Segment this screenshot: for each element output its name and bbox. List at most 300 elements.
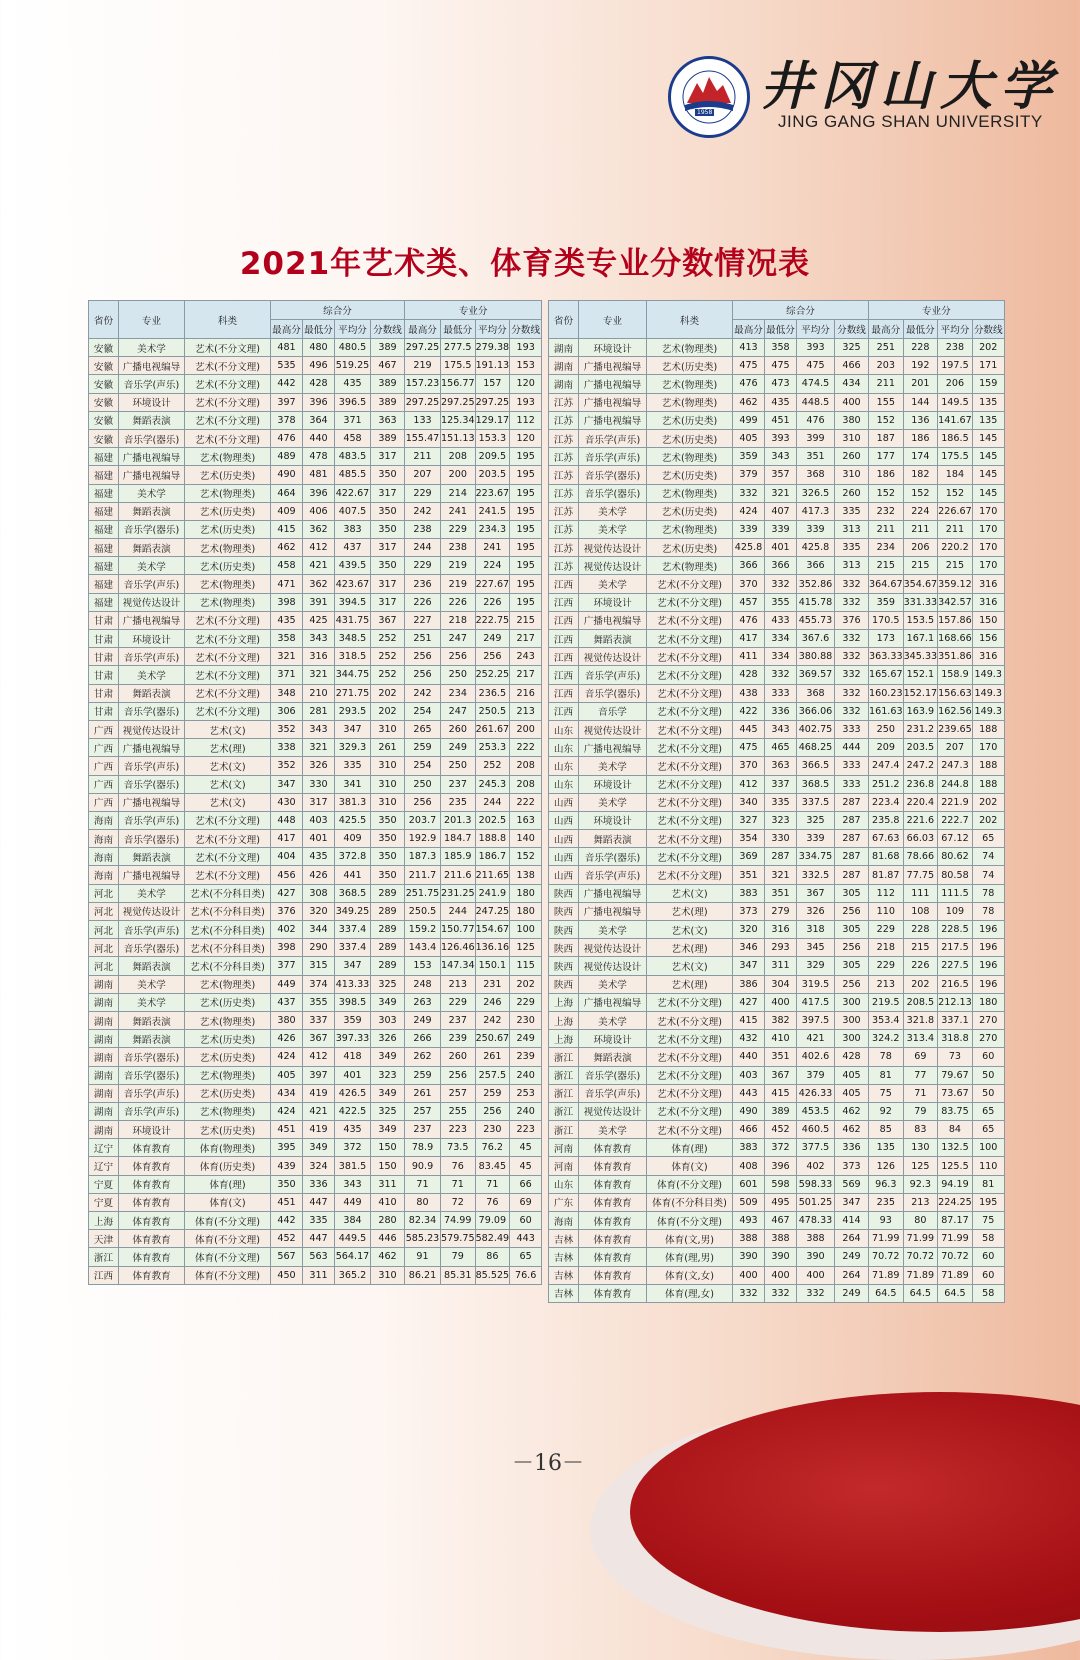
cell-total-max: 386 xyxy=(733,975,765,993)
cell-prof-line: 120 xyxy=(510,429,542,447)
cell-total-max: 424 xyxy=(271,1102,303,1120)
cell-major: 环境设计 xyxy=(119,630,185,648)
cell-total-line: 310 xyxy=(371,793,405,811)
cell-total-max: 601 xyxy=(733,1175,765,1193)
cell-prof-avg: 197.5 xyxy=(938,357,973,375)
cell-major: 舞蹈表演 xyxy=(579,1048,647,1066)
cell-prof-avg: 86 xyxy=(475,1248,510,1266)
cell-prof-min: 130 xyxy=(903,1139,938,1157)
cell-total-min: 316 xyxy=(765,921,797,939)
cell-prof-avg: 76.2 xyxy=(475,1139,510,1157)
cell-prof-min: 126.46 xyxy=(441,939,476,957)
cell-total-max: 442 xyxy=(271,375,303,393)
cell-total-max: 332 xyxy=(733,484,765,502)
cell-prof-line: 195 xyxy=(510,448,542,466)
cell-category: 体育(不分文理) xyxy=(185,1230,271,1248)
cell-total-max: 451 xyxy=(271,1193,303,1211)
cell-prof-avg: 261.67 xyxy=(475,720,510,738)
cell-prof-line: 217 xyxy=(510,666,542,684)
cell-total-max: 490 xyxy=(733,1102,765,1120)
cell-category: 艺术(文) xyxy=(647,884,733,902)
cell-prof-line: 196 xyxy=(972,975,1004,993)
cell-total-avg: 448.5 xyxy=(797,393,835,411)
cell-major: 视觉传达设计 xyxy=(579,939,647,957)
cell-prof-max: 256 xyxy=(405,648,441,666)
cell-prof-max: 211 xyxy=(405,448,441,466)
cell-total-min: 321 xyxy=(303,666,335,684)
table-row xyxy=(89,1230,542,1248)
cell-prof-max: 81.68 xyxy=(869,848,904,866)
cell-total-max: 370 xyxy=(733,575,765,593)
cell-prof-max: 251.2 xyxy=(869,775,904,793)
cell-total-avg: 380.88 xyxy=(797,648,835,666)
cell-total-min: 339 xyxy=(765,520,797,538)
cell-total-avg: 417.3 xyxy=(797,502,835,520)
cell-total-min: 406 xyxy=(303,502,335,520)
cell-total-line: 305 xyxy=(835,957,869,975)
cell-total-max: 509 xyxy=(733,1193,765,1211)
cell-prof-avg: 241 xyxy=(475,539,510,557)
cell-prof-line: 200 xyxy=(510,720,542,738)
cell-prof-line: 125 xyxy=(510,939,542,957)
cell-major: 美术学 xyxy=(119,557,185,575)
cell-prof-min: 192 xyxy=(903,357,938,375)
cell-major: 音乐学(声乐) xyxy=(579,866,647,884)
cell-prof-avg: 217.5 xyxy=(938,939,973,957)
cell-total-avg: 475 xyxy=(797,357,835,375)
cell-province: 江苏 xyxy=(549,520,579,538)
cell-major: 舞蹈表演 xyxy=(119,539,185,557)
cell-total-line: 264 xyxy=(835,1230,869,1248)
cell-total-avg: 480.5 xyxy=(335,339,371,357)
cell-total-max: 499 xyxy=(733,411,765,429)
cell-province: 湖南 xyxy=(89,1030,119,1048)
cell-prof-line: 196 xyxy=(972,921,1004,939)
cell-prof-avg: 227.67 xyxy=(475,575,510,593)
cell-total-min: 281 xyxy=(303,702,335,720)
cell-total-max: 321 xyxy=(271,648,303,666)
cell-category: 体育(文) xyxy=(185,1193,271,1211)
cell-total-line: 389 xyxy=(371,375,405,393)
table-row xyxy=(89,1193,542,1211)
cell-total-max: 457 xyxy=(733,593,765,611)
cell-province: 湖南 xyxy=(549,339,579,357)
cell-prof-min: 153.5 xyxy=(903,611,938,629)
cell-total-line: 325 xyxy=(371,1102,405,1120)
cell-prof-max: 297.25 xyxy=(405,393,441,411)
cell-prof-max: 126 xyxy=(869,1157,904,1175)
cell-prof-avg: 222.75 xyxy=(475,611,510,629)
cell-category: 体育(不分文理) xyxy=(185,1248,271,1266)
cell-total-max: 403 xyxy=(733,1066,765,1084)
cell-prof-max: 75 xyxy=(869,1084,904,1102)
cell-total-avg: 407.5 xyxy=(335,502,371,520)
cell-province: 上海 xyxy=(89,1212,119,1230)
cell-major: 视觉传达设计 xyxy=(119,593,185,611)
cell-category: 艺术(不分文理) xyxy=(647,648,733,666)
cell-prof-line: 75 xyxy=(972,1212,1004,1230)
cell-prof-line: 216 xyxy=(510,684,542,702)
cell-total-max: 430 xyxy=(271,793,303,811)
cell-total-avg: 326.5 xyxy=(797,484,835,502)
cell-prof-line: 180 xyxy=(510,884,542,902)
cell-prof-min: 247 xyxy=(441,630,476,648)
table-row xyxy=(89,1248,542,1266)
cell-total-min: 372 xyxy=(765,1139,797,1157)
cell-prof-min: 76 xyxy=(441,1157,476,1175)
cell-prof-line: 152 xyxy=(510,848,542,866)
cell-province: 陕西 xyxy=(549,939,579,957)
cell-total-avg: 271.75 xyxy=(335,684,371,702)
cell-total-line: 325 xyxy=(371,975,405,993)
cell-prof-max: 234 xyxy=(869,539,904,557)
table-row xyxy=(549,611,1005,629)
cell-total-avg: 339 xyxy=(797,830,835,848)
cell-prof-max: 219.5 xyxy=(869,993,904,1011)
cell-major: 音乐学(器乐) xyxy=(119,702,185,720)
cell-total-line: 289 xyxy=(371,884,405,902)
cell-prof-min: 226 xyxy=(441,593,476,611)
cell-category: 艺术(不分科目类) xyxy=(185,939,271,957)
cell-province: 福建 xyxy=(89,557,119,575)
cell-prof-min: 229 xyxy=(441,520,476,538)
cell-province: 江西 xyxy=(549,666,579,684)
cell-prof-avg: 222.7 xyxy=(938,811,973,829)
cell-province: 江西 xyxy=(89,1266,119,1284)
cell-prof-avg: 73 xyxy=(938,1048,973,1066)
table-row xyxy=(89,593,542,611)
cell-prof-max: 81.87 xyxy=(869,866,904,884)
cell-prof-min: 228 xyxy=(903,921,938,939)
cell-major: 广播电视编导 xyxy=(579,993,647,1011)
cell-prof-max: 133 xyxy=(405,411,441,429)
cell-category: 艺术(不分文理) xyxy=(185,375,271,393)
cell-category: 艺术(物理类) xyxy=(647,484,733,502)
cell-total-min: 321 xyxy=(765,866,797,884)
cell-total-max: 535 xyxy=(271,357,303,375)
cell-province: 江西 xyxy=(549,630,579,648)
cell-category: 艺术(不分文理) xyxy=(185,357,271,375)
cell-province: 甘肃 xyxy=(89,611,119,629)
cell-category: 艺术(不分文理) xyxy=(647,757,733,775)
table-row xyxy=(549,1175,1005,1193)
cell-total-max: 567 xyxy=(271,1248,303,1266)
cell-prof-avg: 351.86 xyxy=(938,648,973,666)
cell-total-min: 401 xyxy=(303,830,335,848)
cell-prof-max: 218 xyxy=(869,939,904,957)
table-row xyxy=(549,993,1005,1011)
cell-prof-max: 261 xyxy=(405,1084,441,1102)
cell-total-avg: 368.5 xyxy=(335,884,371,902)
cell-prof-min: 239 xyxy=(441,1030,476,1048)
cell-prof-max: 242 xyxy=(405,502,441,520)
cell-total-line: 300 xyxy=(835,1011,869,1029)
cell-total-line: 310 xyxy=(371,775,405,793)
cell-total-line: 311 xyxy=(371,1175,405,1193)
cell-prof-line: 170 xyxy=(972,502,1004,520)
cell-total-line: 313 xyxy=(835,520,869,538)
cell-major: 美术学 xyxy=(579,575,647,593)
cell-major: 环境设计 xyxy=(579,593,647,611)
cell-total-avg: 365.2 xyxy=(335,1266,371,1284)
cell-total-avg: 439.5 xyxy=(335,557,371,575)
cell-prof-line: 58 xyxy=(972,1230,1004,1248)
cell-total-max: 426 xyxy=(271,1030,303,1048)
cell-province: 海南 xyxy=(89,866,119,884)
cell-total-min: 330 xyxy=(765,830,797,848)
cell-prof-avg: 132.5 xyxy=(938,1139,973,1157)
cell-total-max: 346 xyxy=(733,939,765,957)
cell-prof-max: 135 xyxy=(869,1139,904,1157)
cell-total-max: 475 xyxy=(733,357,765,375)
cell-total-min: 355 xyxy=(303,993,335,1011)
cell-prof-line: 222 xyxy=(510,793,542,811)
cell-prof-max: 155 xyxy=(869,393,904,411)
cell-category: 艺术(不分文理) xyxy=(647,1030,733,1048)
cell-total-line: 349 xyxy=(371,1084,405,1102)
cell-total-max: 451 xyxy=(271,1121,303,1139)
cell-prof-avg: 247.3 xyxy=(938,757,973,775)
cell-total-max: 379 xyxy=(733,466,765,484)
cell-total-avg: 332 xyxy=(797,1284,835,1302)
cell-prof-line: 239 xyxy=(510,1048,542,1066)
cell-prof-line: 159 xyxy=(972,375,1004,393)
cell-category: 艺术(物理类) xyxy=(185,448,271,466)
cell-total-line: 350 xyxy=(371,811,405,829)
cell-total-avg: 397.33 xyxy=(335,1030,371,1048)
table-row xyxy=(549,866,1005,884)
cell-category: 体育(理) xyxy=(647,1139,733,1157)
cell-total-max: 338 xyxy=(271,739,303,757)
cell-prof-avg: 211.65 xyxy=(475,866,510,884)
cell-total-avg: 422.67 xyxy=(335,484,371,502)
cell-prof-line: 171 xyxy=(972,357,1004,375)
cell-total-line: 462 xyxy=(835,1102,869,1120)
cell-province: 湖南 xyxy=(89,993,119,1011)
cell-total-line: 313 xyxy=(835,557,869,575)
cell-prof-line: 76.6 xyxy=(510,1266,542,1284)
cell-province: 陕西 xyxy=(549,902,579,920)
cell-prof-avg: 231 xyxy=(475,975,510,993)
table-row xyxy=(549,739,1005,757)
cell-province: 山西 xyxy=(549,793,579,811)
cell-province: 陕西 xyxy=(549,884,579,902)
cell-prof-avg: 73.67 xyxy=(938,1084,973,1102)
table-row xyxy=(89,520,542,538)
cell-major: 音乐学(器乐) xyxy=(119,520,185,538)
page-header xyxy=(0,0,1080,200)
cell-total-line: 350 xyxy=(371,557,405,575)
cell-prof-avg: 87.17 xyxy=(938,1212,973,1230)
table-row xyxy=(549,1066,1005,1084)
cell-prof-avg: 85.525 xyxy=(475,1266,510,1284)
cell-total-min: 428 xyxy=(303,375,335,393)
cell-prof-avg: 253.3 xyxy=(475,739,510,757)
table-row xyxy=(549,666,1005,684)
cell-total-min: 426 xyxy=(303,866,335,884)
cell-prof-max: 71 xyxy=(405,1175,441,1193)
cell-total-avg: 474.5 xyxy=(797,375,835,393)
table-row xyxy=(549,429,1005,447)
table-row xyxy=(89,393,542,411)
cell-prof-max: 248 xyxy=(405,975,441,993)
cell-total-line: 252 xyxy=(371,648,405,666)
cell-province: 河北 xyxy=(89,921,119,939)
cell-total-min: 390 xyxy=(765,1248,797,1266)
cell-prof-min: 235 xyxy=(441,793,476,811)
table-row xyxy=(89,939,542,957)
cell-province: 浙江 xyxy=(549,1066,579,1084)
cell-total-line: 462 xyxy=(371,1248,405,1266)
cell-prof-line: 100 xyxy=(510,921,542,939)
cell-prof-avg: 111.5 xyxy=(938,884,973,902)
cell-prof-avg: 84 xyxy=(938,1121,973,1139)
cell-total-max: 348 xyxy=(271,684,303,702)
table-row xyxy=(89,1011,542,1029)
cell-major: 体育教育 xyxy=(119,1139,185,1157)
cell-province: 江西 xyxy=(549,611,579,629)
cell-total-avg: 421 xyxy=(797,1030,835,1048)
cell-total-avg: 368 xyxy=(797,684,835,702)
cell-prof-avg: 129.17 xyxy=(475,411,510,429)
cell-prof-min: 231.2 xyxy=(903,720,938,738)
cell-total-line: 349 xyxy=(371,1048,405,1066)
cell-category: 艺术(历史类) xyxy=(647,411,733,429)
cell-total-avg: 371 xyxy=(335,411,371,429)
cell-province: 河南 xyxy=(549,1139,579,1157)
cell-major: 视觉传达设计 xyxy=(579,957,647,975)
cell-prof-line: 149.3 xyxy=(972,684,1004,702)
cell-prof-max: 238 xyxy=(405,520,441,538)
cell-prof-avg: 224 xyxy=(475,557,510,575)
cell-prof-max: 71.99 xyxy=(869,1230,904,1248)
cell-total-min: 335 xyxy=(303,1212,335,1230)
cell-prof-avg: 245.3 xyxy=(475,775,510,793)
cell-prof-line: 112 xyxy=(510,411,542,429)
cell-major: 广播电视编导 xyxy=(579,393,647,411)
header-province: 省份 xyxy=(89,301,119,339)
cell-category: 体育(不分文理) xyxy=(647,1212,733,1230)
cell-prof-min: 221.6 xyxy=(903,811,938,829)
cell-prof-avg: 150.1 xyxy=(475,957,510,975)
cell-prof-avg: 141.67 xyxy=(938,411,973,429)
cell-major: 舞蹈表演 xyxy=(119,1030,185,1048)
cell-province: 福建 xyxy=(89,539,119,557)
cell-province: 江苏 xyxy=(549,484,579,502)
cell-total-min: 362 xyxy=(303,520,335,538)
cell-prof-max: 259 xyxy=(405,739,441,757)
cell-total-line: 323 xyxy=(371,1066,405,1084)
cell-prof-min: 184.7 xyxy=(441,830,476,848)
cell-major: 美术学 xyxy=(579,975,647,993)
cell-category: 艺术(物理类) xyxy=(647,448,733,466)
cell-category: 体育(不分文理) xyxy=(185,1212,271,1230)
cell-province: 江苏 xyxy=(549,539,579,557)
cell-total-line: 252 xyxy=(371,666,405,684)
table-row xyxy=(549,648,1005,666)
cell-prof-avg: 212.13 xyxy=(938,993,973,1011)
cell-prof-max: 229 xyxy=(869,921,904,939)
cell-prof-max: 259 xyxy=(405,1066,441,1084)
cell-total-avg: 329 xyxy=(797,957,835,975)
cell-prof-min: 185.9 xyxy=(441,848,476,866)
cell-major: 美术学 xyxy=(119,666,185,684)
cell-prof-line: 170 xyxy=(972,739,1004,757)
cell-prof-max: 236 xyxy=(405,575,441,593)
cell-prof-max: 112 xyxy=(869,884,904,902)
cell-total-max: 376 xyxy=(271,902,303,920)
cell-prof-min: 345.33 xyxy=(903,648,938,666)
cell-total-line: 150 xyxy=(371,1157,405,1175)
cell-prof-avg: 252 xyxy=(475,757,510,775)
cell-prof-line: 243 xyxy=(510,648,542,666)
cell-prof-min: 150.77 xyxy=(441,921,476,939)
cell-major: 舞蹈表演 xyxy=(579,630,647,648)
cell-category: 艺术(不分文理) xyxy=(185,630,271,648)
table-row xyxy=(549,939,1005,957)
university-name-cn: 井冈山大学 xyxy=(760,56,1061,117)
cell-province: 湖南 xyxy=(549,357,579,375)
cell-prof-min: 331.33 xyxy=(903,593,938,611)
cell-prof-min: 211.6 xyxy=(441,866,476,884)
cell-prof-avg: 125.5 xyxy=(938,1157,973,1175)
cell-major: 舞蹈表演 xyxy=(119,684,185,702)
cell-prof-avg: 71.99 xyxy=(938,1230,973,1248)
cell-major: 广播电视编导 xyxy=(579,611,647,629)
cell-total-avg: 418 xyxy=(335,1048,371,1066)
cell-province: 甘肃 xyxy=(89,648,119,666)
cell-prof-min: 202 xyxy=(903,975,938,993)
table-row xyxy=(549,775,1005,793)
cell-total-max: 413 xyxy=(733,339,765,357)
cell-province: 山东 xyxy=(549,757,579,775)
table-row xyxy=(549,811,1005,829)
cell-category: 艺术(文) xyxy=(185,720,271,738)
cell-total-min: 333 xyxy=(765,684,797,702)
cell-prof-min: 144 xyxy=(903,393,938,411)
cell-total-avg: 402.75 xyxy=(797,720,835,738)
cell-total-line: 300 xyxy=(835,1030,869,1048)
cell-major: 体育教育 xyxy=(579,1175,647,1193)
cell-total-min: 598 xyxy=(765,1175,797,1193)
cell-total-line: 256 xyxy=(835,939,869,957)
cell-prof-line: 195 xyxy=(510,557,542,575)
cell-province: 江苏 xyxy=(549,448,579,466)
cell-prof-avg: 239.65 xyxy=(938,720,973,738)
cell-total-avg: 335 xyxy=(335,757,371,775)
cell-prof-line: 202 xyxy=(972,811,1004,829)
cell-province: 江西 xyxy=(549,575,579,593)
cell-total-max: 400 xyxy=(733,1266,765,1284)
cell-prof-min: 229 xyxy=(441,993,476,1011)
cell-total-line: 350 xyxy=(371,830,405,848)
cell-province: 宁夏 xyxy=(89,1175,119,1193)
cell-total-min: 334 xyxy=(765,630,797,648)
cell-category: 艺术(物理类) xyxy=(647,557,733,575)
cell-prof-avg: 209.5 xyxy=(475,448,510,466)
cell-total-line: 333 xyxy=(835,757,869,775)
cell-total-min: 317 xyxy=(303,793,335,811)
cell-prof-line: 153 xyxy=(510,357,542,375)
cell-total-avg: 337.4 xyxy=(335,939,371,957)
cell-total-avg: 425.5 xyxy=(335,811,371,829)
cell-province: 广西 xyxy=(89,775,119,793)
cell-total-min: 358 xyxy=(765,339,797,357)
cell-prof-line: 60 xyxy=(972,1048,1004,1066)
cell-prof-line: 193 xyxy=(510,393,542,411)
cell-total-max: 417 xyxy=(271,830,303,848)
table-row xyxy=(89,811,542,829)
